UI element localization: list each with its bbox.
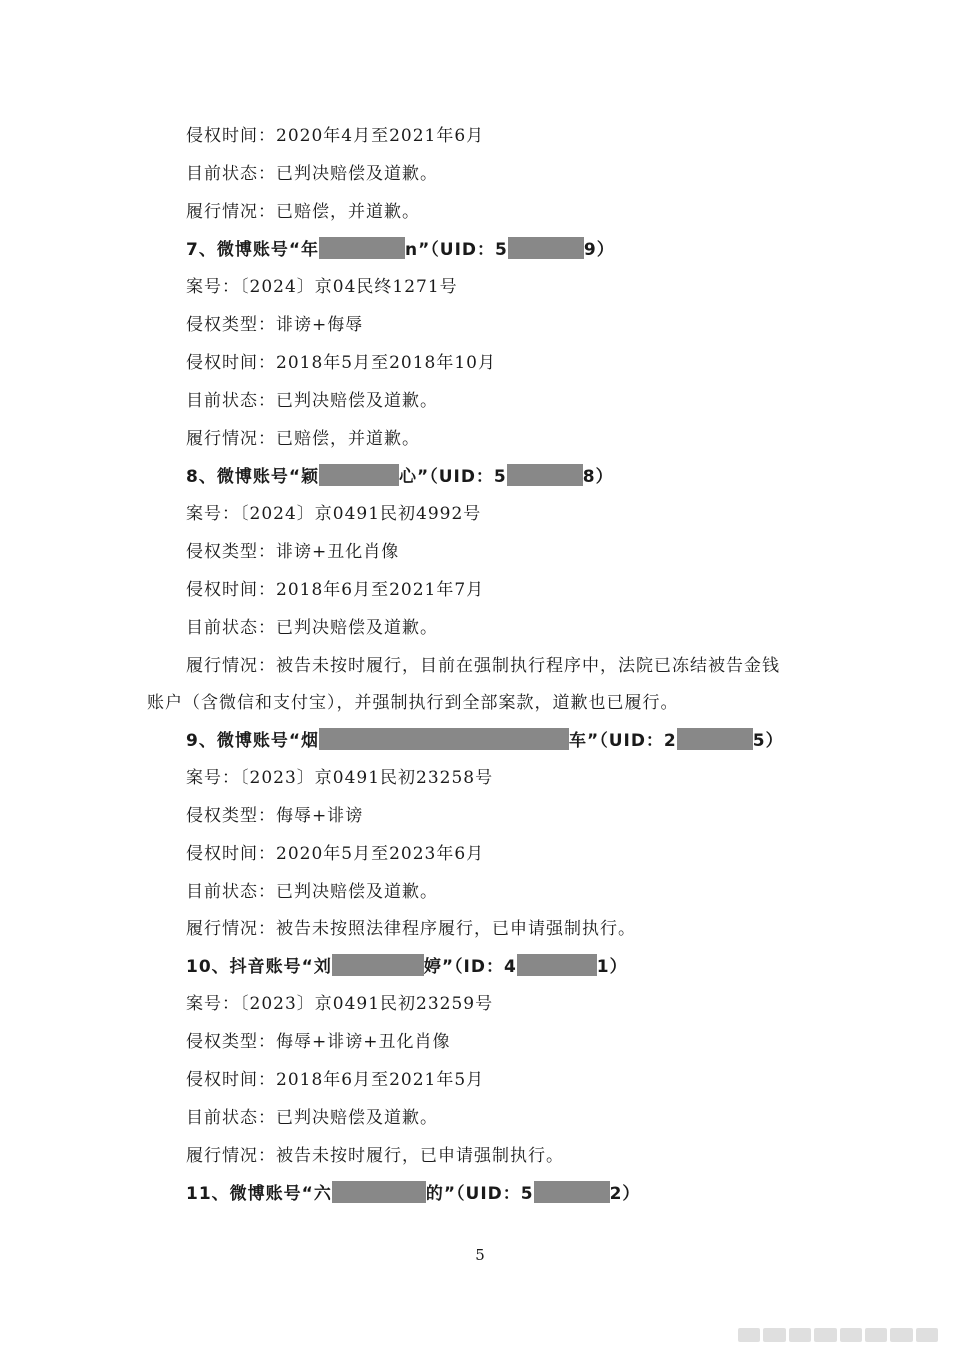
redaction-bar <box>534 1181 610 1203</box>
infringement-type: 侵权类型：侮辱+诽谤+丑化肖像 <box>186 1032 451 1052</box>
performance-status: 履行情况：已赔偿，并道歉。 <box>186 429 420 449</box>
infringement-type: 侵权类型：诽谤+丑化肖像 <box>186 542 400 562</box>
infringement-type: 侵权类型：诽谤+侮辱 <box>186 315 364 335</box>
page-number: 5 <box>475 1246 485 1264</box>
infringement-period: 侵权时间：2020年4月至2021年6月 <box>186 126 485 146</box>
infringement-period: 侵权时间：2018年6月至2021年5月 <box>186 1070 485 1090</box>
performance-status: 履行情况：被告未按照法律程序履行，已申请强制执行。 <box>186 919 636 939</box>
case-heading-9: 9、微博账号“烟 车”（UID：2 5） <box>186 728 784 753</box>
infringement-period: 侵权时间：2020年5月至2023年6月 <box>186 844 485 864</box>
performance-status: 履行情况：被告未按时履行，目前在强制执行程序中，法院已冻结被告金钱 <box>186 656 780 676</box>
case-number: 案号：〔2023〕京0491民初23259号 <box>186 994 494 1014</box>
infringement-period: 侵权时间：2018年5月至2018年10月 <box>186 353 496 373</box>
watermark <box>738 1328 938 1342</box>
redaction-bar <box>508 237 584 259</box>
redaction-bar <box>332 954 424 976</box>
infringement-type: 侵权类型：侮辱+诽谤 <box>186 806 364 826</box>
performance-status-continued: 账户（含微信和支付宝），并强制执行到全部案款，道歉也已履行。 <box>147 693 679 713</box>
case-heading-8: 8、微博账号“颖 心”（UID：5 8） <box>186 464 614 489</box>
current-status: 目前状态：已判决赔偿及道歉。 <box>186 1108 438 1128</box>
case-number: 案号：〔2024〕京0491民初4992号 <box>186 504 482 524</box>
performance-status: 履行情况：被告未按时履行，已申请强制执行。 <box>186 1146 564 1166</box>
redaction-bar <box>332 1181 426 1203</box>
current-status: 目前状态：已判决赔偿及道歉。 <box>186 882 438 902</box>
case-number: 案号：〔2023〕京0491民初23258号 <box>186 768 494 788</box>
case-number: 案号：〔2024〕京04民终1271号 <box>186 277 458 297</box>
performance-status: 履行情况：已赔偿，并道歉。 <box>186 202 420 222</box>
case-heading-7: 7、微博账号“年 n”（UID：5 9） <box>186 237 615 262</box>
redaction-bar <box>319 237 405 259</box>
redaction-bar <box>517 954 597 976</box>
current-status: 目前状态：已判决赔偿及道歉。 <box>186 618 438 638</box>
redaction-bar <box>319 728 569 750</box>
redaction-bar <box>507 464 583 486</box>
current-status: 目前状态：已判决赔偿及道歉。 <box>186 164 438 184</box>
case-heading-10: 10、抖音账号“刘 婷”（ID：4 1） <box>186 954 628 979</box>
case-heading-11: 11、微博账号“六 的”（UID：5 2） <box>186 1181 640 1206</box>
infringement-period: 侵权时间：2018年6月至2021年7月 <box>186 580 485 600</box>
current-status: 目前状态：已判决赔偿及道歉。 <box>186 391 438 411</box>
redaction-bar <box>677 728 753 750</box>
redaction-bar <box>319 464 399 486</box>
